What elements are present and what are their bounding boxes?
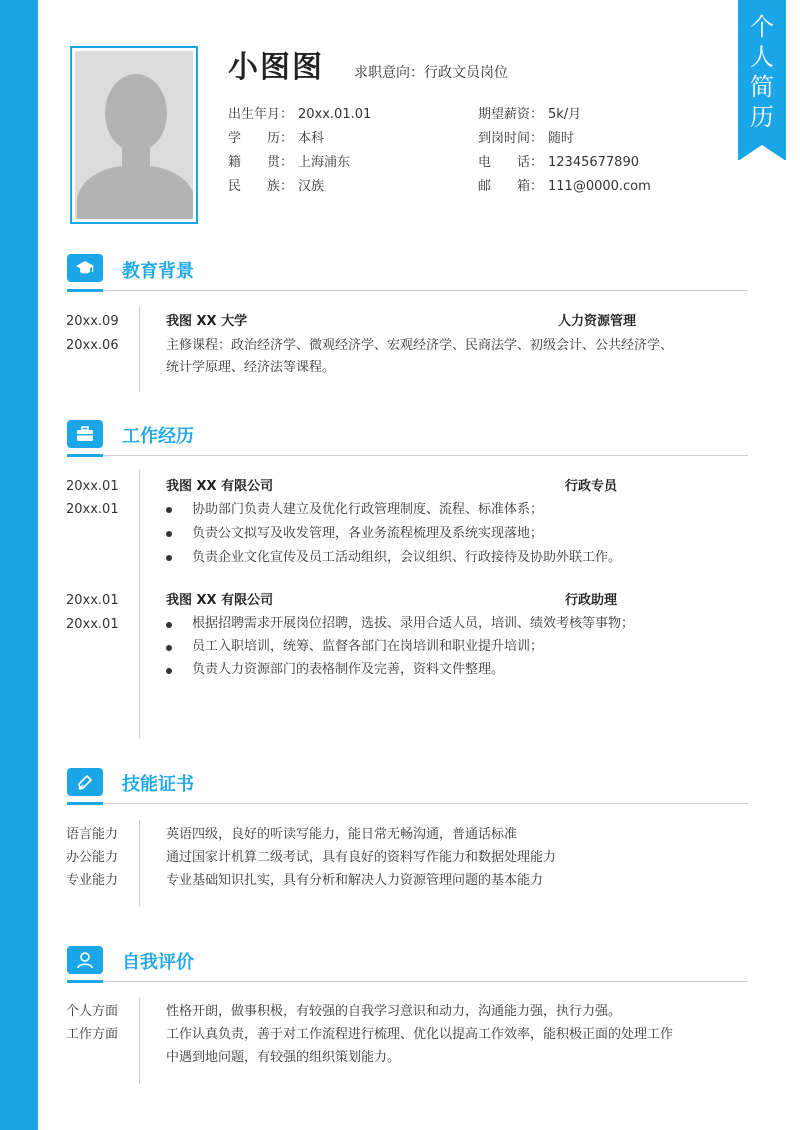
job-intent: 求职意向：行政文员岗位	[354, 65, 508, 81]
info-key: 到岗时间：	[478, 131, 544, 146]
person-silhouette-icon	[75, 51, 193, 219]
resume-ribbon	[738, 0, 786, 160]
bullet-dot	[166, 645, 172, 651]
briefcase-icon	[67, 420, 103, 448]
info-row-birth	[228, 103, 371, 127]
job1-bullet-2: 负责公文拟写及收发管理，各业务流程梳理及系统实现落地；	[192, 526, 544, 541]
candidate-name: 小图图	[228, 50, 324, 85]
edu-start-date: 20xx.09	[66, 314, 119, 329]
edu-courses-line1: 主修课程：政治经济学、微观经济学、宏观经济学、民商法学、初级会计、公共经济学、	[166, 338, 674, 353]
left-accent-bar	[0, 0, 38, 1130]
job2-bullet-1: 根据招聘需求开展岗位招聘，选拔、录用合适人员，培训、绩效考核等事物；	[192, 616, 635, 631]
info-value: 随时	[548, 131, 575, 146]
info-row-arrival	[478, 127, 651, 151]
info-key: 出生年月：	[228, 107, 294, 122]
info-row-education	[228, 127, 371, 151]
job1-company: 我图 XX 有限公司	[166, 479, 274, 494]
section-underline	[67, 802, 103, 805]
pen-nib-icon	[67, 768, 103, 796]
eval-label-work: 工作方面	[66, 1027, 119, 1042]
ribbon-char: 历	[750, 103, 774, 131]
info-value: 本科	[298, 131, 325, 146]
timeline-line	[139, 820, 140, 906]
section-underline	[67, 980, 103, 983]
info-value: 5k/月	[548, 107, 582, 122]
info-key: 籍 贯：	[228, 155, 294, 170]
info-row-hometown	[228, 151, 371, 175]
eval-label-personal: 个人方面	[66, 1004, 119, 1019]
section-title-education: 教育背景	[122, 261, 194, 282]
section-underline	[67, 289, 103, 292]
skill-text: 通过国家计机算二级考试，具有良好的资料写作能力和数据处理能力	[166, 850, 557, 865]
skill-text: 专业基础知识扎实，具有分析和解决人力资源管理问题的基本能力	[166, 873, 544, 888]
section-divider	[67, 803, 748, 804]
ribbon-text	[738, 12, 786, 132]
section-divider	[67, 290, 748, 291]
bullet-dot	[166, 507, 172, 513]
profile-photo	[70, 46, 198, 224]
edu-major: 人力资源管理	[558, 314, 637, 329]
eval-text-work-line1: 工作认真负责，善于对工作流程进行梳理、优化以提高工作效率，能积极正面的处理工作	[166, 1027, 674, 1042]
job2-start-date: 20xx.01	[66, 593, 119, 608]
section-divider	[67, 981, 748, 982]
ribbon-char: 人	[750, 43, 774, 71]
bullet-dot	[166, 622, 172, 628]
info-row-ethnicity	[228, 175, 371, 199]
graduation-cap-icon	[67, 254, 103, 282]
skill-label: 办公能力	[66, 850, 119, 865]
job2-bullet-3: 负责人力资源部门的表格制作及完善，资料文件整理。	[192, 662, 505, 677]
bullet-dot	[166, 555, 172, 561]
eval-text-personal: 性格开朗，做事积极，有较强的自我学习意识和动力，沟通能力强，执行力强。	[166, 1004, 622, 1019]
info-row-phone	[478, 151, 651, 175]
user-icon	[67, 946, 103, 974]
skill-label: 语言能力	[66, 827, 119, 842]
timeline-line	[139, 306, 140, 392]
edu-end-date: 20xx.06	[66, 338, 119, 353]
job1-start-date: 20xx.01	[66, 479, 119, 494]
info-key: 学 历：	[228, 131, 294, 146]
info-value: 汉族	[298, 179, 325, 194]
bullet-dot	[166, 531, 172, 537]
info-value: 12345677890	[548, 155, 639, 170]
job1-bullet-1: 协助部门负责人建立及优化行政管理制度、流程、标准体系；	[192, 502, 544, 517]
section-title-work: 工作经历	[122, 426, 194, 447]
section-title-evaluation: 自我评价	[122, 952, 194, 973]
skill-label: 专业能力	[66, 873, 119, 888]
ribbon-char: 简	[750, 73, 774, 101]
info-left	[228, 103, 371, 199]
info-value: 上海浦东	[298, 155, 351, 170]
job2-role: 行政助理	[565, 593, 618, 608]
ribbon-char: 个	[750, 13, 774, 41]
job2-company: 我图 XX 有限公司	[166, 593, 274, 608]
section-divider	[67, 455, 748, 456]
info-key: 民 族：	[228, 179, 294, 194]
timeline-line	[139, 470, 140, 738]
info-value: 20xx.01.01	[298, 107, 372, 122]
timeline-line	[139, 998, 140, 1084]
job1-role: 行政专员	[565, 479, 618, 494]
info-key: 邮 箱：	[478, 179, 544, 194]
job2-end-date: 20xx.01	[66, 617, 119, 632]
avatar-placeholder	[75, 51, 193, 219]
info-key: 期望薪资：	[478, 107, 544, 122]
info-value: 111@0000.com	[548, 179, 651, 194]
job2-bullet-2: 员工入职培训，统筹、监督各部门在岗培训和职业提升培训；	[192, 639, 544, 654]
info-right	[478, 103, 651, 199]
info-row-email	[478, 175, 651, 199]
edu-school: 我图 XX 大学	[166, 314, 248, 329]
edu-courses-line2: 统计学原理、经济法等课程。	[166, 360, 336, 375]
section-underline	[67, 454, 103, 457]
section-title-skills: 技能证书	[122, 774, 194, 795]
eval-text-work-line2: 中遇到地问题，有较强的组织策划能力。	[166, 1050, 401, 1065]
info-row-salary	[478, 103, 651, 127]
bullet-dot	[166, 668, 172, 674]
skill-text: 英语四级，良好的听读写能力，能日常无畅沟通，普通话标准	[166, 827, 518, 842]
job1-bullet-3: 负责企业文化宣传及员工活动组织，会议组织、行政接待及协助外联工作。	[192, 550, 622, 565]
ribbon-notch	[738, 145, 786, 161]
info-key: 电 话：	[478, 155, 544, 170]
job1-end-date: 20xx.01	[66, 502, 119, 517]
